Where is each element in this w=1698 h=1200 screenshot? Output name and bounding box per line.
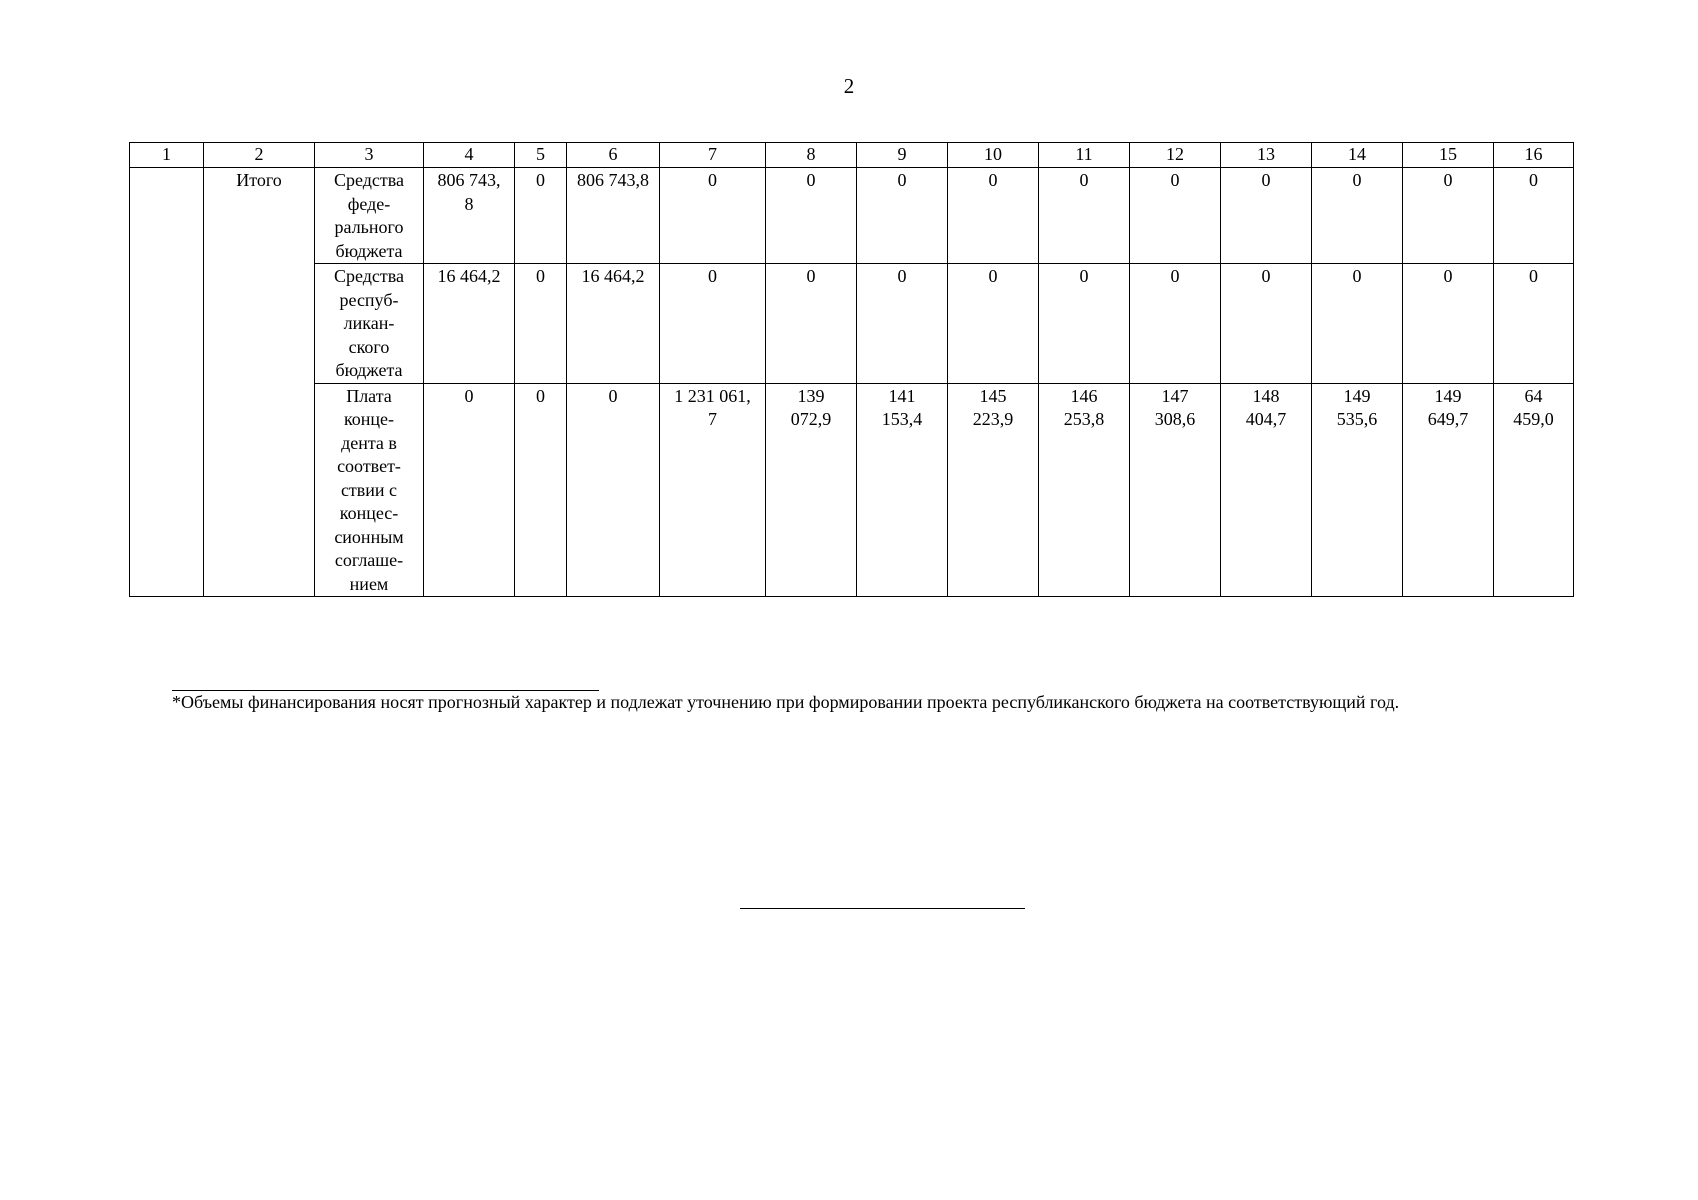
cell-line: рального [334,217,404,237]
cell-line: 0 [1170,266,1180,286]
value-cell [1221,264,1312,384]
cell-line: 0 [464,385,474,406]
funding-source [315,383,424,597]
value-cell [1403,383,1494,597]
value-cell: 806 743,8 [567,168,660,264]
cell-line: 0 [1261,266,1271,286]
value-cell [857,168,948,264]
column-number: 4 [424,143,515,168]
column-number: 10 [948,143,1039,168]
column-number: 11 [1039,143,1130,168]
cell-line: 148 [1252,385,1280,406]
cell-line: 0 [1352,170,1362,190]
value-cell [1494,264,1574,384]
cell-line: конце- [343,409,395,429]
cell-line: 149 [1434,385,1462,406]
cell-line: респуб- [339,289,399,310]
column-number: 2 [204,143,315,168]
value-cell [660,168,766,264]
value-cell [1312,168,1403,264]
cell-line: нием [349,573,389,594]
column-number-row [130,143,1574,168]
cell-line: 139 [797,385,825,406]
cell-line: 404,7 [1245,409,1287,429]
cell-line: 0 [1443,170,1453,190]
cell-line: 7 [708,409,717,429]
column-number: 3 [315,143,424,168]
cell-line: 0 [708,170,717,190]
cell-line: 0 [897,170,907,190]
cell-line: 153,4 [881,409,923,429]
cell-line: 0 [1079,170,1089,190]
cell-line: 535,6 [1336,409,1378,429]
cell-line: 459,0 [1513,409,1554,429]
cell-line: 253,8 [1063,409,1105,429]
value-cell [1312,383,1403,597]
cell-line: 1 231 061, [674,385,751,406]
value-cell [948,383,1039,597]
value-cell [1403,264,1494,384]
value-cell [1312,264,1403,384]
cell-line: сионным [334,526,404,547]
column-number: 6 [567,143,660,168]
cell-line: 141 [888,385,916,406]
value-cell [1221,168,1312,264]
cell-line: 147 [1161,385,1189,406]
footnote-divider [172,690,599,691]
column-number: 14 [1312,143,1403,168]
value-cell: 0 [515,383,567,597]
cell-line: соответ- [337,456,401,476]
value-cell [766,168,857,264]
cell-line: 0 [1529,170,1538,190]
cell-line: феде- [347,193,391,214]
value-cell [766,383,857,597]
cell-line: 0 [988,170,998,190]
cell-line: 146 [1070,385,1098,406]
value-cell [424,383,515,597]
end-divider [740,908,1025,909]
cell-line: 149 [1343,385,1371,406]
column-number: 5 [515,143,567,168]
value-cell [1494,168,1574,264]
value-cell [948,168,1039,264]
cell-line: 64 [1524,385,1543,406]
value-cell [424,168,515,264]
cell-line: 0 [988,266,998,286]
value-cell [1130,168,1221,264]
cell-line: 0 [708,266,717,286]
empty-cell [130,168,204,597]
footnote: *Объемы финансирования носят прогнозный характер и подлежат уточнению при формировании проекта республиканского бюджета на соответствующий год. [172,692,1400,712]
cell-line: 0 [1443,266,1453,286]
column-number: 7 [660,143,766,168]
value-cell [660,383,766,597]
cell-line: 308,6 [1154,409,1196,429]
cell-line: 223,9 [972,409,1014,429]
value-cell [1130,264,1221,384]
value-cell [1039,168,1130,264]
column-number: 16 [1494,143,1574,168]
value-cell: 0 [515,168,567,264]
value-cell [1221,383,1312,597]
value-cell: 0 [567,383,660,597]
cell-line: бюджета [335,240,403,261]
cell-line: 0 [1529,266,1538,286]
cell-line: 0 [1170,170,1180,190]
cell-line: 806 743, [437,170,501,190]
value-cell [857,383,948,597]
value-cell [1494,383,1574,597]
value-cell: 0 [515,264,567,384]
cell-line: ствии с [340,479,398,500]
column-number: 13 [1221,143,1312,168]
cell-line: 072,9 [790,409,832,429]
funding-source [315,168,424,264]
table-row [130,383,1574,597]
value-cell [424,264,515,384]
cell-line: соглаше- [334,550,404,570]
column-number: 12 [1130,143,1221,168]
cell-line: 0 [1352,266,1362,286]
cell-line: 649,7 [1427,409,1469,429]
cell-line: 0 [806,266,816,286]
column-number: 9 [857,143,948,168]
cell-line: Средства [333,266,405,286]
value-cell [857,264,948,384]
funding-source [315,264,424,384]
cell-line: 0 [897,266,907,286]
value-cell [1403,168,1494,264]
cell-line: 0 [1079,266,1089,286]
cell-line: 0 [806,170,816,190]
value-cell [948,264,1039,384]
table-row [130,264,1574,384]
column-number: 15 [1403,143,1494,168]
cell-line: ского [348,336,390,357]
cell-line: ликан- [343,313,395,333]
cell-line: концес- [339,503,399,523]
value-cell [1039,264,1130,384]
value-cell: 16 464,2 [567,264,660,384]
cell-line: Плата [346,385,392,406]
value-cell [1039,383,1130,597]
value-cell [766,264,857,384]
table-row [130,168,1574,264]
column-number: 8 [766,143,857,168]
page-number: 2 [843,74,855,98]
value-cell [660,264,766,384]
column-number: 1 [130,143,204,168]
cell-line: Средства [333,170,405,190]
value-cell [1130,383,1221,597]
total-label: Итого [204,168,315,597]
cell-line: 16 464,2 [437,266,501,286]
cell-line: дента в [341,432,397,453]
cell-line: бюджета [335,360,403,380]
budget-table [129,142,1574,597]
cell-line: 0 [1261,170,1271,190]
cell-line: 8 [464,193,474,214]
cell-line: 145 [979,385,1007,406]
